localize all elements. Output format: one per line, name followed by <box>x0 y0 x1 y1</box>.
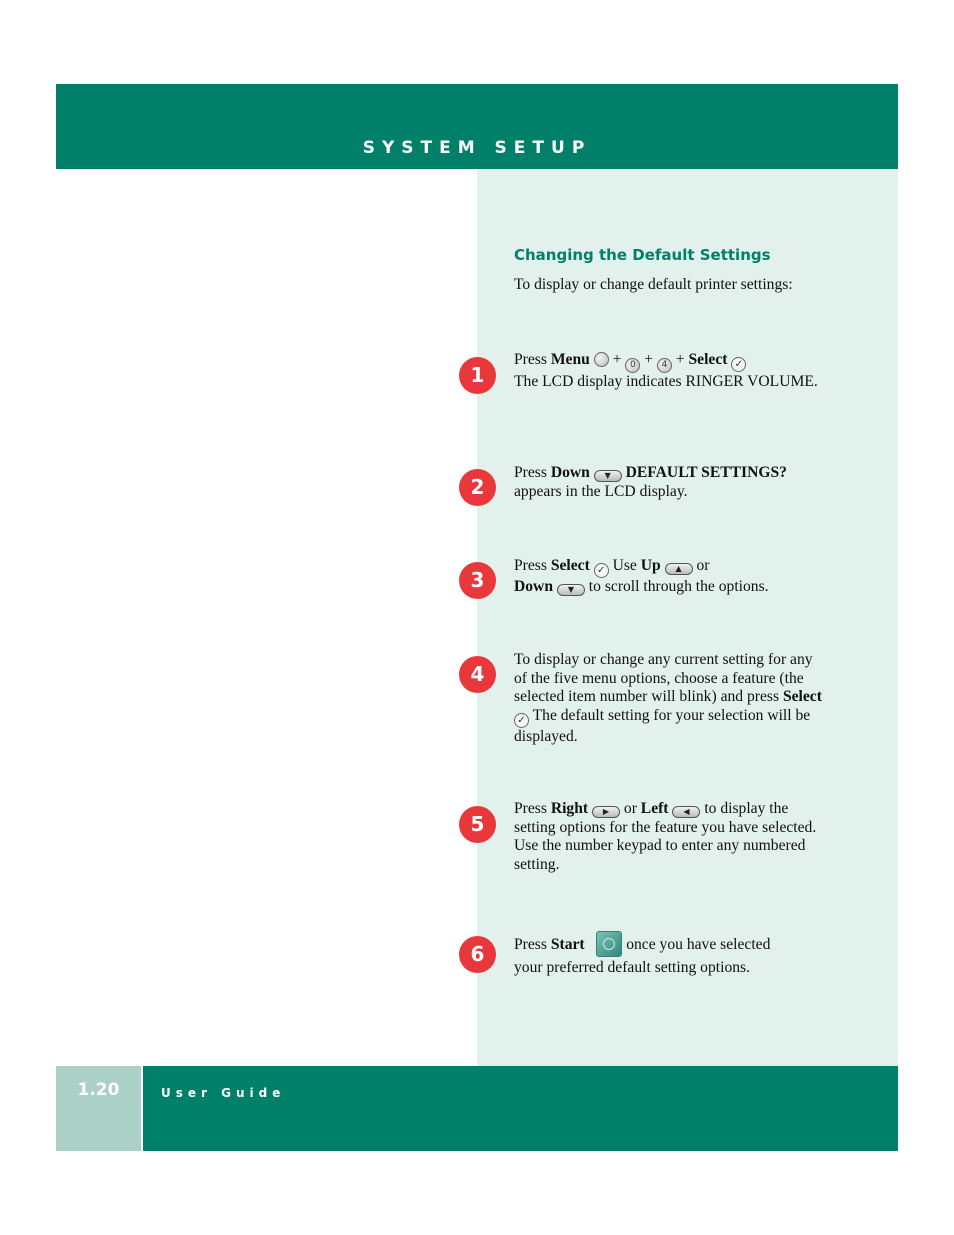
step-5-text: Press Right ▶ or Left ◀ to display the setting options for the feature you have selected. Use the number keypad to enter any numbered setting. <box>514 800 817 873</box>
footer-divider <box>141 1066 143 1151</box>
check-icon: ✓ <box>514 713 529 728</box>
right-arrow-icon: ▶ <box>592 806 620 818</box>
key-4-icon: 4 <box>657 358 672 373</box>
step-2-text: Press Down ▼ DEFAULT SETTINGS? appears in the LCD display. <box>514 464 787 500</box>
menu-button-icon <box>594 352 609 367</box>
page-number-box <box>56 1066 141 1151</box>
check-icon: ✓ <box>731 357 746 372</box>
intro-text: To display or change default printer settings: <box>514 276 793 293</box>
page-number: 1.20 <box>77 1080 120 1100</box>
step-6-text: Press Start once you have selected <box>514 931 824 957</box>
page-footer <box>56 1066 898 1151</box>
step-4-text: To display or change any current setting for any of the five menu options, choose a feature (the selected item number will blink) and press Select ✓ The default setting for your selection will be displayed. <box>514 651 822 745</box>
down-arrow-icon: ▼ <box>557 584 585 596</box>
page-title: SYSTEM SETUP <box>362 138 592 158</box>
step-6-badge: 6 <box>459 936 496 973</box>
down-arrow-icon: ▼ <box>594 470 622 482</box>
step-2-badge: 2 <box>459 469 496 506</box>
key-0-icon: 0 <box>625 358 640 373</box>
step-4-badge: 4 <box>459 656 496 693</box>
footer-label: User Guide <box>161 1086 286 1100</box>
start-button-icon <box>596 931 622 957</box>
step-1-badge: 1 <box>459 357 496 394</box>
step-1-text: Press Menu + 0 + 4 + Select ✓ The LCD display indicates RINGER VOLUME. <box>514 351 818 390</box>
up-arrow-icon: ▲ <box>665 563 693 575</box>
check-icon: ✓ <box>594 563 609 578</box>
step-3-badge: 3 <box>459 562 496 599</box>
step-6-text-line2: your preferred default setting options. <box>514 959 751 976</box>
page-header <box>56 84 898 169</box>
section-heading: Changing the Default Settings <box>514 246 771 264</box>
step-5-badge: 5 <box>459 806 496 843</box>
left-arrow-icon: ◀ <box>672 806 700 818</box>
step-3-text: Press Select ✓ Use Up ▲ or Down ▼ to scroll through the options. <box>514 557 769 595</box>
